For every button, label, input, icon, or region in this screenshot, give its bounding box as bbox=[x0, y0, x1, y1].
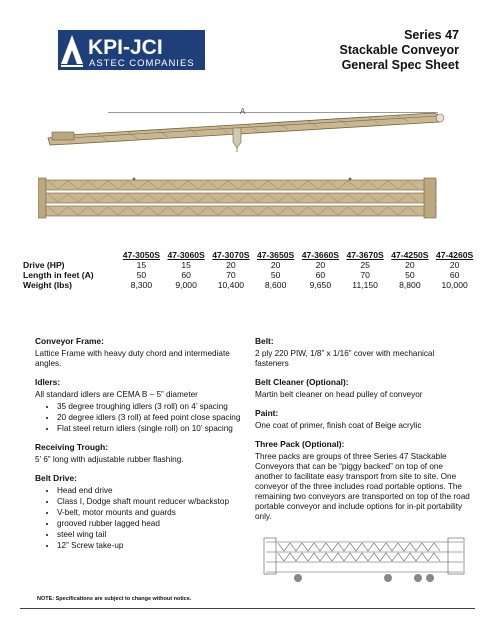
list-item: • V-belt, motor mounts and guards bbox=[57, 508, 245, 518]
conveyor-side-view-drawing bbox=[38, 108, 458, 158]
idlers-list bbox=[35, 402, 245, 434]
belt-heading: Belt: bbox=[255, 336, 274, 346]
spec-col-header: 47-3070S bbox=[212, 250, 250, 260]
list-item: • 35 degree troughing idlers (3 roll) on 4’ spacing bbox=[57, 402, 245, 412]
list-item: • grooved rubber lagged head bbox=[57, 519, 245, 529]
table-row bbox=[22, 270, 477, 280]
spec-table-header-row bbox=[22, 250, 477, 260]
table-cell: 25 bbox=[360, 260, 370, 270]
footnote: NOTE: Specifications are subject to change without notice. bbox=[37, 596, 192, 602]
list-item: • steel wing tail bbox=[57, 530, 245, 540]
footer-rule bbox=[20, 608, 475, 609]
table-cell: 20 bbox=[315, 260, 326, 270]
spec-col-header: 47-3670S bbox=[346, 250, 384, 260]
table-cell: 70 bbox=[360, 270, 370, 280]
list-item: • 12” Screw take-up bbox=[57, 541, 245, 551]
row-label: Weight (lbs) bbox=[23, 280, 73, 290]
table-cell: 10,000 bbox=[441, 280, 468, 290]
belt-body: 2 ply 220 PIW, 1/8” x 1/16” cover with mechanical fasteners bbox=[255, 349, 435, 368]
table-row bbox=[22, 280, 477, 290]
idlers-heading: Idlers: bbox=[35, 377, 61, 387]
spec-col-header: 47-3650S bbox=[256, 250, 295, 260]
list-item: • Class I, Dodge shaft mount reducer w/backstop bbox=[57, 497, 245, 507]
right-spec-column bbox=[255, 336, 470, 522]
table-cell: 15 bbox=[181, 260, 191, 270]
kpi-jci-logo bbox=[58, 30, 205, 70]
spec-col-header: 47-3060S bbox=[167, 250, 205, 260]
paint-heading: Paint: bbox=[255, 408, 279, 418]
table-cell: 9,650 bbox=[309, 280, 332, 290]
table-cell: 8,300 bbox=[130, 280, 153, 290]
table-cell: 8,800 bbox=[399, 280, 421, 290]
table-cell: 50 bbox=[136, 270, 147, 280]
table-cell: 15 bbox=[136, 260, 147, 270]
spec-col-header bbox=[22, 250, 119, 260]
row-label: Length in feet (A) bbox=[23, 270, 94, 280]
three-pack-stack-drawing bbox=[38, 176, 438, 227]
table-cell: 9,000 bbox=[175, 280, 197, 290]
list-item: • Head end drive bbox=[57, 486, 245, 496]
spec-col-header: 47-3050S bbox=[122, 250, 161, 260]
trough-heading: Receiving Trough: bbox=[35, 442, 109, 452]
cleaner-heading: Belt Cleaner (Optional): bbox=[255, 377, 349, 387]
table-row bbox=[22, 260, 477, 270]
threepack-body: Three packs are groups of three Series 47 Stackable Conveyors that can be “piggy backed” on top of one another to facilitate easy transport from site to site. One conveyor of the three includes road portable options. The remaining two conveyors are transported on top of the road portable conveyor and include options for in-pit portability only. bbox=[255, 452, 470, 521]
document-title bbox=[340, 28, 460, 73]
idlers-body: All standard idlers are CEMA B – 5” diameter bbox=[35, 390, 198, 399]
table-cell: 8,600 bbox=[264, 280, 287, 290]
title-line-3: General Spec Sheet bbox=[341, 58, 459, 72]
table-cell: 11,150 bbox=[352, 280, 378, 290]
frame-heading: Conveyor Frame: bbox=[35, 336, 104, 346]
logo-brand-text: KPI-JCI bbox=[88, 36, 163, 59]
spec-col-header: 47-4260S bbox=[435, 250, 474, 260]
dimension-label-a: A bbox=[240, 107, 246, 116]
spec-col-header: 47-4250S bbox=[391, 250, 429, 260]
left-spec-column bbox=[35, 336, 245, 552]
drive-heading: Belt Drive: bbox=[35, 473, 77, 483]
drive-list bbox=[35, 486, 245, 551]
spec-col-header: 47-3660S bbox=[301, 250, 340, 260]
table-cell: 60 bbox=[181, 270, 191, 280]
table-cell: 50 bbox=[270, 270, 281, 280]
paint-body: One coat of primer, finish coat of Beige acrylic bbox=[255, 421, 422, 430]
title-line-1: Series 47 bbox=[404, 28, 459, 42]
table-cell: 70 bbox=[226, 270, 236, 280]
table-cell: 20 bbox=[405, 260, 415, 270]
threepack-heading: Three Pack (Optional): bbox=[255, 439, 345, 449]
logo-sub-text: ASTEC COMPANIES bbox=[89, 58, 195, 69]
title-line-2: Stackable Conveyor bbox=[339, 43, 459, 57]
table-cell: 10,400 bbox=[217, 280, 245, 290]
table-cell: 20 bbox=[270, 260, 281, 270]
list-item: • Flat steel return idlers (single roll) on 10’ spacing bbox=[57, 424, 245, 434]
list-item: • 20 degree idlers (3 roll) at feed point close spacing bbox=[57, 413, 245, 423]
table-cell: 60 bbox=[315, 270, 326, 280]
row-label: Drive (HP) bbox=[23, 260, 65, 270]
table-cell: 50 bbox=[405, 270, 415, 280]
spec-table bbox=[22, 250, 477, 290]
frame-body: Lattice Frame with heavy duty chord and intermediate angles. bbox=[35, 349, 230, 368]
cleaner-body: Martin belt cleaner on head pulley of conveyor bbox=[255, 390, 423, 399]
three-pack-transport-figure bbox=[258, 534, 468, 591]
table-cell: 20 bbox=[449, 260, 460, 270]
trough-body: 5’ 6” long with adjustable rubber flashing. bbox=[35, 455, 184, 464]
table-cell: 20 bbox=[226, 260, 236, 270]
table-cell: 60 bbox=[449, 270, 460, 280]
